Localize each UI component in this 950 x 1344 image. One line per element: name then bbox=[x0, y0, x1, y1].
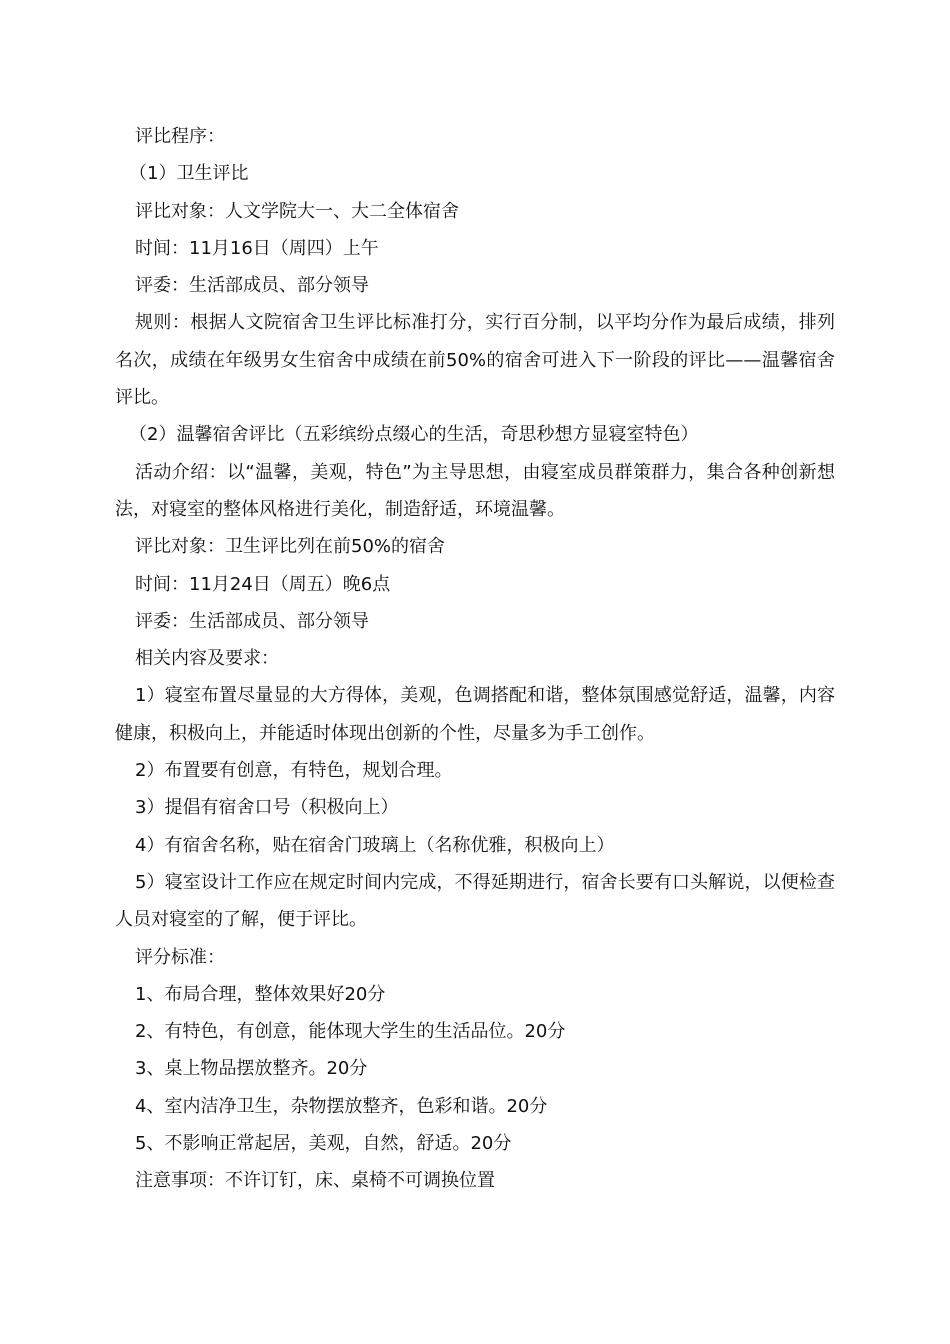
paragraph-activity-intro: 活动介绍：以“温馨，美观，特色”为主导思想，由寝室成员群策群力，集合各种创新想法，对寝室的整体风格进行美化，制造舒适，环境温馨。 bbox=[115, 461, 835, 520]
paragraph-hygiene-time: 时间：11月16日（周四）上午 bbox=[135, 237, 379, 259]
scoring-item-4: 4、室内洁净卫生，杂物摆放整齐，色彩和谐。20分 bbox=[135, 1095, 548, 1117]
section-heading-requirements: 相关内容及要求： bbox=[135, 648, 279, 670]
scoring-item-3: 3、桌上物品摆放整齐。20分 bbox=[135, 1058, 368, 1080]
requirement-item-3: 3）提倡有宿舍口号（积极向上） bbox=[135, 797, 399, 819]
paragraph-cozy-target: 评比对象：卫生评比列在前50%的宿舍 bbox=[135, 536, 446, 558]
paragraph-notes: 注意事项：不许订钉，床、桌椅不可调换位置 bbox=[135, 1170, 495, 1192]
scoring-item-1: 1、布局合理，整体效果好20分 bbox=[135, 983, 386, 1005]
requirement-item-5: 5）寝室设计工作应在规定时间内完成，不得延期进行，宿舍长要有口头解说，以便检查人员对寝室的了解，便于评比。 bbox=[115, 871, 835, 931]
section-heading-scoring: 评分标准： bbox=[135, 946, 225, 968]
subsection-heading-hygiene: （1）卫生评比 bbox=[129, 163, 249, 185]
subsection-heading-cozy-dorm: （2）温馨宿舍评比（五彩缤纷点缀心的生活，奇思秒想方显寝室特色） bbox=[129, 424, 699, 446]
paragraph-cozy-time: 时间：11月24日（周五）晚6点 bbox=[135, 573, 391, 595]
requirement-item-1: 1）寝室布置尽量显的大方得体，美观，色调搭配和谐，整体氛围感觉舒适，温馨，内容健康，积极向上，并能适时体现出创新的个性，尽量多为手工创作。 bbox=[115, 685, 835, 744]
scoring-item-5: 5、不影响正常起居，美观，自然，舒适。20分 bbox=[135, 1133, 512, 1155]
paragraph-hygiene-target: 评比对象：人文学院大一、大二全体宿舍 bbox=[135, 200, 459, 222]
paragraph-cozy-judges: 评委：生活部成员、部分领导 bbox=[135, 610, 369, 632]
paragraph-hygiene-rules: 规则：根据人文院宿舍卫生评比标准打分，实行百分制，以平均分作为最后成绩，排列名次，成绩在年级男女生宿舍中成绩在前50%的宿舍可进入下一阶段的评比——温馨宿舍评比。 bbox=[115, 312, 835, 409]
paragraph-hygiene-judges: 评委：生活部成员、部分领导 bbox=[135, 275, 369, 297]
scoring-item-2: 2、有特色，有创意，能体现大学生的生活品位。20分 bbox=[135, 1021, 566, 1043]
section-heading-procedure: 评比程序： bbox=[135, 126, 225, 147]
requirement-item-2: 2）布置要有创意，有特色，规划合理。 bbox=[135, 760, 453, 782]
requirement-item-4: 4）有宿舍名称，贴在宿舍门玻璃上（名称优雅，积极向上） bbox=[135, 834, 615, 856]
document-body bbox=[115, 118, 835, 1200]
